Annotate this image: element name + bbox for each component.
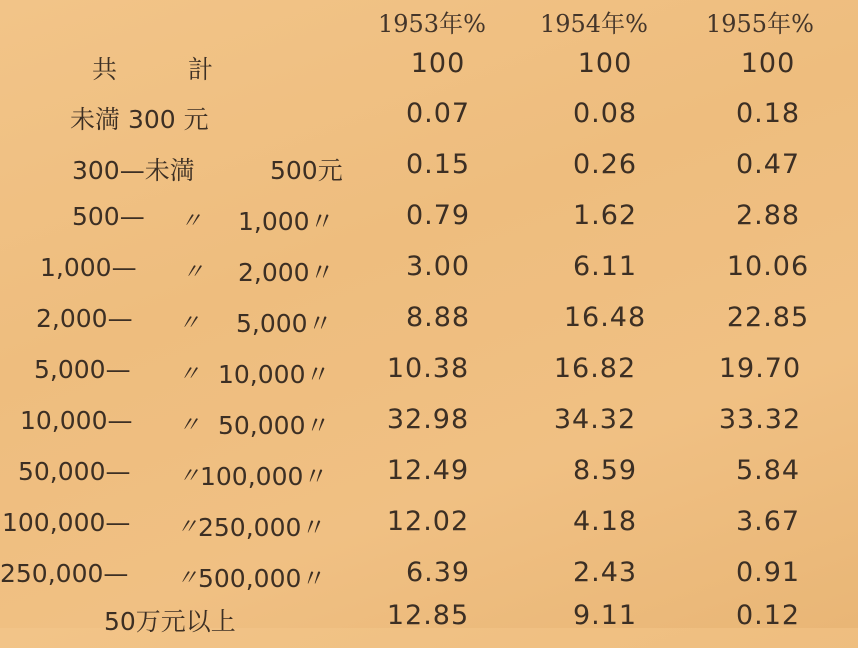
value-1954: 9.11 (572, 600, 638, 631)
value-1953: 3.00 (405, 251, 471, 282)
row-label-to: 500元 (270, 156, 343, 185)
row-label-part: 共 (92, 55, 118, 84)
value-1953: 12.49 (386, 455, 470, 486)
value-1953: 10.38 (386, 353, 470, 384)
table-row (0, 194, 858, 246)
value-1955: 19.70 (718, 353, 802, 384)
header-1954: 1954年% (540, 10, 648, 38)
header-1955: 1955年% (706, 10, 814, 38)
row-label-to: 250,000〃 (198, 513, 327, 542)
ditto-mark: 〃 (178, 311, 201, 336)
row-label-to: 1,000〃 (238, 207, 335, 236)
row-label-from: 500— (72, 202, 145, 231)
table-row (0, 143, 858, 195)
ditto-mark: 〃 (182, 260, 205, 285)
value-1954: 0.26 (572, 149, 638, 180)
value-1955: 0.12 (735, 600, 801, 631)
value-1953: 12.85 (386, 600, 470, 631)
row-label-from: 50,000— (18, 457, 131, 486)
value-1955: 22.85 (726, 302, 810, 333)
row-label-from: 100,000— (2, 508, 131, 537)
row-label-to: 500,000〃 (198, 564, 327, 593)
row-label: 未満 300 元 (70, 105, 209, 134)
ditto-mark: 〃 (176, 566, 199, 591)
value-1954: 34.32 (553, 404, 637, 435)
row-label-part: 計 (188, 55, 214, 84)
table-row (0, 500, 858, 552)
row-label-from: 10,000— (20, 406, 133, 435)
value-1955: 0.47 (735, 149, 801, 180)
value-1955: 0.18 (735, 98, 801, 129)
value-1953: 0.07 (405, 98, 471, 129)
table-row (0, 245, 858, 297)
value-1953: 0.15 (405, 149, 471, 180)
value-1954: 16.48 (563, 302, 647, 333)
value-1953: 32.98 (386, 404, 470, 435)
row-label-from: 1,000— (40, 253, 137, 282)
value-1954: 100 (577, 48, 633, 79)
row-label-from: 250,000— (0, 559, 129, 588)
ditto-mark: 〃 (178, 413, 201, 438)
row-label-from: 2,000— (36, 304, 133, 333)
ditto-mark: 〃 (176, 515, 199, 540)
value-1955: 2.88 (735, 200, 801, 231)
row-label-to: 10,000〃 (218, 360, 331, 389)
header-1953: 1953年% (378, 10, 486, 38)
value-1955: 3.67 (735, 506, 801, 537)
value-1954: 6.11 (572, 251, 638, 282)
table-row (0, 40, 858, 92)
value-1954: 8.59 (572, 455, 638, 486)
table-row (0, 596, 858, 648)
table-row (0, 296, 858, 348)
value-1954: 1.62 (572, 200, 638, 231)
ditto-mark: 〃 (180, 209, 203, 234)
value-1954: 0.08 (572, 98, 638, 129)
value-1953: 12.02 (386, 506, 470, 537)
row-label-to: 5,000〃 (236, 309, 333, 338)
value-1953: 100 (410, 48, 466, 79)
ditto-mark: 〃 (178, 464, 201, 489)
value-1955: 100 (740, 48, 796, 79)
row-label: 50万元以上 (104, 607, 236, 636)
table-row (0, 449, 858, 501)
table-row (0, 347, 858, 399)
value-1955: 0.91 (735, 557, 801, 588)
value-1955: 10.06 (726, 251, 810, 282)
row-label-to: 2,000〃 (238, 258, 335, 287)
row-label-from: 300—未満 (72, 156, 195, 185)
value-1953: 0.79 (405, 200, 471, 231)
value-1955: 33.32 (718, 404, 802, 435)
table-row (0, 92, 858, 144)
row-label-to: 100,000〃 (200, 462, 329, 491)
row-label-to: 50,000〃 (218, 411, 331, 440)
value-1954: 16.82 (553, 353, 637, 384)
value-1953: 6.39 (405, 557, 471, 588)
row-label-from: 5,000— (34, 355, 131, 384)
table-row (0, 398, 858, 450)
value-1953: 8.88 (405, 302, 471, 333)
value-1955: 5.84 (735, 455, 801, 486)
value-1954: 4.18 (572, 506, 638, 537)
ditto-mark: 〃 (178, 362, 201, 387)
value-1954: 2.43 (572, 557, 638, 588)
